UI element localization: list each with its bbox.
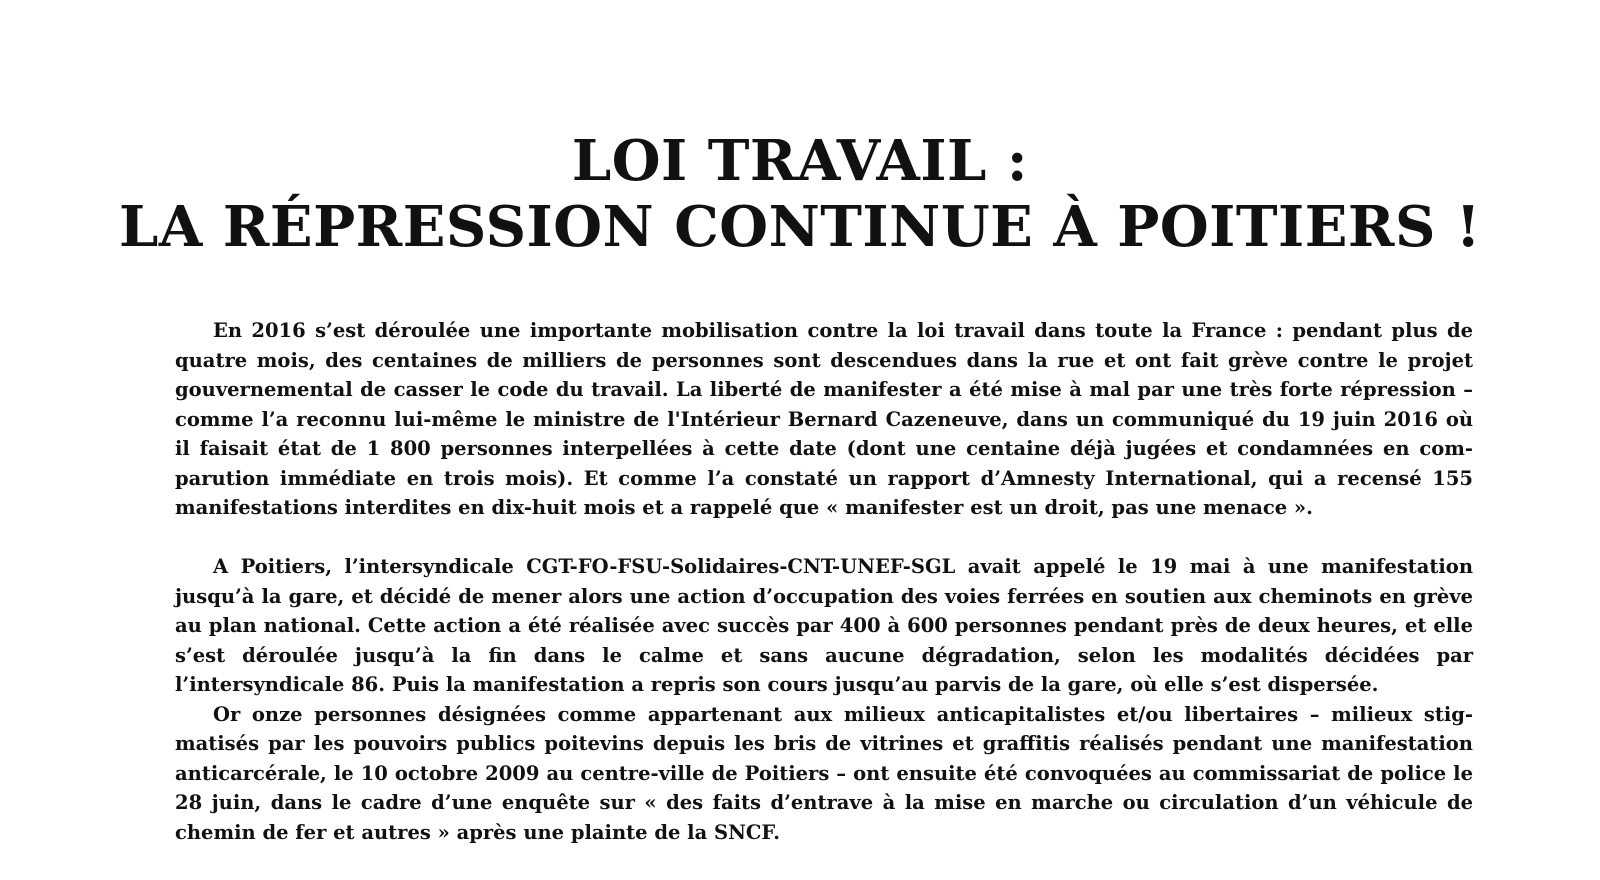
paragraph-poitiers-action: A Poitiers, l’intersyndicale CGT-FO-FSU-Solidaires-CNT-UNEF-SGL avait appelé le 19 mai à une manifestation jusqu’à la gare, et décidé de mener alors une action d’occupation des voies ferrées en soutien aux cheminots en grève au plan national. Cette action a été réalisée avec succès par 400 à 600 personnes pendant près de deux heures, et elle s’est déroulée jusqu’à la fin dans le calme et sans aucune dégradation, selon les modalités décidées par l’intersyndicale 86. Puis la manifestation a repris son cours jusqu’au parvis de la gare, où elle s’est dispersée. [175,555,1473,696]
paragraph-mobilisation: En 2016 s’est déroulée une importante mobilisation contre la loi travail dans toute la France : pendant plus de quatre mois, des centaines de milliers de personnes sont descendues dans la rue et ont fait grève contre le projet gouvernemental de casser le code du travail. La liberté de manifester a été mise à mal par une très forte répression – comme l’a reconnu lui-même le ministre de l'Intérieur Bernard Cazeneuve, dans un communiqué du 19 juin 2016 où il faisait état de 1 800 personnes interpellées à cette date (dont une centaine déjà jugées et condamnées en comparution immédiate en trois mois). Et comme l’a constaté un rapport d’Amnesty International, qui a recensé 155 manifestations interdites en dix-huit mois et a rappelé que « manifester est un droit, pas une menace ». [175,319,1473,519]
page-title [0,128,1600,260]
paragraph-convocations: Or onze personnes désignées comme appartenant aux milieux anticapitalistes et/ou libertaires – milieux stigmatisés par les pouvoirs publics poitevins depuis les bris de vitrines et graffitis réalisés pendant une manifestation anticarcérale, le 10 octobre 2009 au centre-ville de Poitiers – ont ensuite été convoquées au commissariat de police le 28 juin, dans le cadre d’une enquête sur « des faits d’entrave à la mise en marche ou circulation d’un véhicule de chemin de fer et autres » après une plainte de la SNCF. [175,702,1473,844]
title-line-1: LOI TRAVAIL : [571,128,1029,194]
article-body [175,316,1473,847]
title-line-2: LA RÉPRESSION CONTINUE À POITIERS ! [119,194,1481,260]
